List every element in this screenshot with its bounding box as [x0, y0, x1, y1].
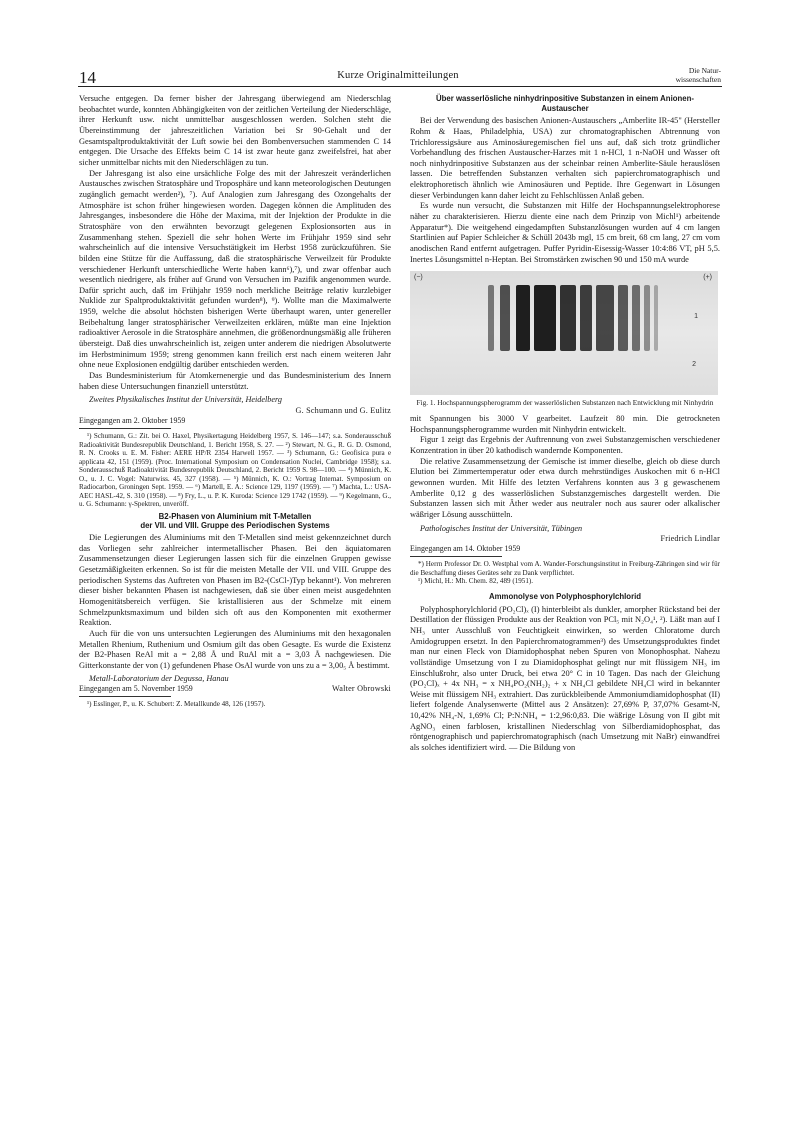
- band: [488, 285, 494, 351]
- figure-label-minus: (−): [414, 274, 423, 282]
- right-paragraph-1: Bei der Verwendung des basischen Anionen-Austauschers „Amberlite IR-45" (Hersteller Rohm & Haas, Philadelphia, USA) zur chromatographischen Abtrennung von Trichloressigsäure aus Aminosäuregemischen fiel uns auf, daß sich trotz gründlicher Vorbehandlung des frischen Austauscher-Harzes mit 1 n-HCl, 1 n-NaOH und Wasser oft noch ninhydrinpositive Substanzen aus der scheinbar reinen Amberlite-Säule herauslösen lassen. Die betreffenden Substanzen verhalten sich papierchromatographisch und elektrophoretisch ähnlich wie Aminosäuren und Peptide. Ihre Gegenwart in Lösungen dieser Verbindungen kann daher leicht zu Fehlschlüssen Anlaß geben.: [410, 116, 720, 200]
- left-paragraph-4: Die Legierungen des Aluminiums mit den T-Metallen sind meist gekennzeichnet durch das Vorliegen sehr zahlreicher intermetallischer Phasen. Bei den äquiatomaren Zusammensetzungen dieser Legierungen lassen sich für die einzelnen Gruppen gewisse Gesetzmäßigkeiten erkennen. So ist für die meisten Metalle der VII. und VIII. Gruppe des periodischen Systems das Auftreten von Phasen im B2-(CsCl-)Typ bekannt¹). Von mehreren dieser bisher bekannten Phasen ist nachgewiesen, daß sie über einen meist ausgedehnten Homogenitätsbereich verfügen. Sie kristallisieren aus der Schmelze mit einem Schmelzpunktsmaximum und bilden sich oft aus den Komponenten mit exothermer Reaktion.: [79, 533, 391, 628]
- band: [500, 285, 510, 351]
- journal-name-line1: Die Natur-: [688, 66, 721, 75]
- left-paragraph-3: Das Bundesministerium für Atomkernenergie und das Bundesministerium des Innern haben diese Untersuchungen finanziell unterstützt.: [79, 371, 391, 391]
- author-lindlar: Friedrich Lindlar: [660, 534, 720, 544]
- band: [534, 285, 556, 351]
- left-column: [79, 94, 391, 709]
- received-date-3: Eingegangen am 14. Oktober 1959: [410, 544, 521, 554]
- title-line-2: Austauscher: [541, 103, 589, 113]
- right-paragraph-5: Die relative Zusammensetzung der Gemische ist immer dieselbe, gleich ob diese durch Elution bei Zimmertemperatur oder etwa durch mehrstündiges Auskochen mit 6 n-HCl gewonnen wurden. Mit Hilfe des letzten Verfahrens konnten aus 3 g gewaschenem Amberlite 0,12 g des wasserlöslichen Substanzgemisches dargestellt werden. Die Substanzen lassen sich mit Äther weder aus neutraler noch aus saurer oder alkalischer wäßriger Lösung ausschütteln.: [410, 456, 720, 520]
- article-title-ninhydrin: [410, 94, 720, 113]
- received-date-2: Eingegangen am 5. November 1959: [79, 683, 193, 693]
- figure-caption: Fig. 1. Hochspannungspherogramm der wasserlöslichen Substanzen nach Entwicklung mit Ninhydrin: [416, 398, 714, 408]
- references-article-2: ¹) Esslinger, P., u. K. Schubert: Z. Metallkunde 48, 126 (1957).: [87, 700, 266, 709]
- institute-heidelberg: Zweites Physikalisches Institut der Universität, Heidelberg: [89, 395, 282, 405]
- left-paragraph-5: Auch für die von uns untersuchten Legierungen des Aluminiums mit den hexagonalen Metallen Rhenium, Ruthenium und Osmium gilt das oben Gesagte. Es wurde die Existenz der B2-Phasen ReAl mit a = 2,88 Å und RuAl mit a = 3,03 Å nachgewiesen. Die Gitterkonstante der von (1) gefundenen Phase OsAl wurde von uns zu a = 3,00₅ Å bestimmt.: [79, 628, 391, 670]
- band: [644, 285, 650, 351]
- received-date-1: Eingegangen am 2. Oktober 1959: [79, 415, 186, 425]
- band: [580, 285, 592, 351]
- band: [560, 285, 576, 351]
- institute-tuebingen: Pathologisches Institut der Universität, Tübingen: [420, 523, 583, 533]
- band: [596, 285, 614, 351]
- figure-label-2: 2: [692, 361, 696, 369]
- right-paragraph-6: Polyphosphorylchlorid (PO₂Cl)ₓ (I) hinterbleibt als dunkler, amorpher Rückstand bei der Destillation der flüssigen Produkte aus der Reaktion von PCl₅ mit N₂O₄¹, ²). Läßt man auf I NH₃ unter Ausschluß von Feuchtigkeit einwirken, so werden Chloratome durch Amidogruppen ersetzt. In den Papierchromatogrammen³) des Umsetzungsproduktes findet man nur einen Fleck von Diamidophosphat neben Spuren von Monophosphat. Nahezu vollständige Umsetzung von I zu Diamidophosphat gelingt nur mit flüssigem NH₃ im Einschlußrohr, also unter Druck, bei etwa 20° C in 10 Tagen. Das nach der Gleichung (PO₂Cl)ₓ + 4x NH₃ = x NH₄PO₂(NH₂)₂ + x NH₄Cl gebildete NH₄Cl wird in bekannter Weise mit flüssigem NH₃ extrahiert. Das zurückbleibende Ammoniumdiamidophosphat (II) liefert folgende Analysenwerte (Mittel aus 2 Ansätzen): 27,69% P, 37,07% Gesamt-N, 10,42% NH₄-N, 1,69% Cl; P:N:NH₄ = 1:2,96:0,83. Die wäßrige Lösung von II gibt mit AgNO₃ einen farblosen, kristallinen Niederschlag von Silberdiamidophosphat, das röntgenographisch und papierchromatographisch (nach Umsetzung mit NaBr) einwandfrei als solches identifiziert wird. — Die Bildung von: [410, 604, 720, 753]
- title-line-1: Über wasserlösliche ninhydrinpositive Substanzen in einem Anionen-: [436, 94, 694, 103]
- footnote-acknowledgement: *) Herrn Professor Dr. O. Westphal vom A. Wander-Forschungsinstitut in Freiburg-Zähringen sind wir für die Beschaffung dieses Gerätes sehr zu Dank verpflichtet.: [410, 560, 720, 577]
- band: [516, 285, 530, 351]
- title-line-2: der VII. und VIII. Gruppe des Periodischen Systems: [140, 521, 330, 531]
- footnote-rule: [79, 428, 171, 429]
- article-title-ammonolyse: Ammonolyse von Polyphosphorylchlorid: [488, 591, 642, 601]
- right-column: [410, 94, 720, 754]
- author-obrowski: Walter Obrowski: [332, 683, 391, 693]
- authors-schumann-eulitz: G. Schumann und G. Eulitz: [295, 405, 391, 415]
- right-paragraph-4: Figur 1 zeigt das Ergebnis der Auftrennung von zwei Substanzgemischen verschiedener Konzentration in über 20 kathodisch wandernde Komponenten.: [410, 435, 720, 456]
- title-line-1: B2-Phasen von Aluminium mit T-Metallen: [158, 511, 312, 521]
- article-title-b2-phasen: [79, 512, 391, 531]
- figure-label-plus: (+): [703, 274, 712, 282]
- right-paragraph-2: Es wurde nun versucht, die Substanzen mit Hilfe der Hochspannungselektrophorese näher zu charakterisieren. Hierzu diente eine nach dem Prinzip von Michl¹) arbeitende Apparatur*). Die weitgehend eingedampften Substanzlösungen wurden auf 4 cm langen Startlinien auf Papier Schleicher & Schüll 2043b mgl, 15 cm breit, 68 cm lang, 27 cm vom anodischen Rand entfernt aufgetragen. Puffer Pyridin-Eisessig-Wasser 10:4:86 VT, pH 5,5. Inertes Lösungsmittel n-Heptan. Bei Stromstärken zwischen 90 und 150 mA wurde: [410, 201, 720, 264]
- footnote-rule-3: [410, 556, 502, 557]
- journal-name-line2: wissenschaften: [675, 75, 721, 84]
- institute-degussa: Metall-Laboratorium der Degussa, Hanau: [89, 673, 229, 683]
- left-paragraph-2: Der Jahresgang ist also eine ursächliche Folge des mit der Jahreszeit veränderlichen Austausches zwischen Stratosphäre und Troposphäre und kann meteorologischen Deutungen zugänglich gemacht werden²), ⁷). Auf Analogien zum Jahresgang des Ozongehalts der Atmosphäre ist schon früher hingewiesen worden. Dagegen können die Amplituden des Jahresganges, insbesondere die Höhe der Maxima, mit der Injektion der Produkte in die Stratosphäre von den erwähnten bevorzugt gelegenen Explosionsorten aus in Zusammenhang stehen. Speziell die sehr hohen Werte im Frühjahr 1959 sind sehr wahrscheinlich auf die intensive Versuchstätigkeit im Herbst 1958 zurückzuführen. Sie bilden eine Stütze für die Auffassung, daß die stratosphärische Verweilzeit für Produkte verschiedener Herkunft unterschiedliche Werte haben kann⁶),⁷), und zwar offenbar auch wesentlich niedrigere, als früher auf Grund von Versuchen im Pazifik angenommen wurde. Dafür spricht auch, daß im Frühjahr 1959 noch merkliche Beiträge relativ kurzlebiger Nuklide zur Spaltproduktaktivität gefunden wurden⁸), ⁹). Wollte man die Maximalwerte 1959, welche die absolut höchsten bisherigen Werte überhaupt waren, unter genereller Beibehaltung langer stratosphärischer Verweilzeiten erklären, müßte man eine Injektion radioaktiver Aerosole in die Stratosphäre annehmen, die größenordnungsmäßig alle früheren übersteigt. Daß dies unwahrscheinlich ist, zeigen unter anderem die niedrigen Absolutwerte im Herbstminimum 1959; streng genommen kann freilich erst nach einem weiteren Jahr ohne neue Explosionen endgültig darüber entschieden werden.: [79, 168, 391, 370]
- journal-name: [676, 66, 721, 84]
- band: [654, 285, 658, 351]
- references-article-1: ¹) Schumann, G.: Zit. bei O. Haxel, Physikertagung Heidelberg 1957, S. 146—147; s.a. Sonderausschuß Radioaktivität Bundesrepublik Deutschland, 1. Bericht 1958, S. 27. — ²) Stewart, N. G., R. G. D. Osmond, R. N. Crooks u. E. M. Fisher: AERE HP/R 2354 Harwell 1957. — ³) Schumann, G.: Geofisica pura e applicata 42, 151 (1959). (Proc. International Symposium on Condensation Nuclei, Cambridge 1958); s.a. Sonderausschuß Radioaktivität Bundesrepublik Deutschland, 2. Bericht 1959 S. 98—100. — ⁴) Münnich, K. O., u. J. C. Vogel: Naturwiss. 45, 327 (1958). — ⁵) Münnich, K. O.: Vortrag Internat. Symposium on Radiocarbon, Groningen Sept. 1959. — ⁶) Martell, E. A.: Science 129, 1197 (1959). — ⁷) Machta, L.: USA-AEC HASL-42, S. 310 (1958). — ⁸) Fry, L., u. P. K. Kuroda: Science 129 1742 (1959). — ⁹) Kegelmann, G., u. G. Schumann: γ-Spektren, unveröff.: [79, 431, 391, 509]
- electropherogram-figure: [410, 271, 718, 395]
- header-rule: [78, 86, 722, 87]
- footnote-rule-2: [79, 696, 171, 697]
- reference-michl: ¹) Michl, H.: Mh. Chem. 82, 489 (1951).: [418, 577, 534, 586]
- left-paragraph-1: Versuche entgegen. Da ferner bisher der Jahresgang überwiegend am Niederschlag beobachtet wurde, konnten Abhängigkeiten von der zeitlichen Verteilung der Niederschläge, ihrer Herkunft usw. nicht unmittelbar ausgeschlossen werden. Solchen steht die Übereinstimmung der jahreszeitlichen Variation bei Sr 90-Gehalt und der Gesamtspaltproduktaktivität der Luft sowie bei den Bombenversuchen stammenden C 14 entgegen. Die Ursache des Effekts beim C 14 ist zwar heute ganz zweifelsfrei, hat aber sicher unmittelbar nichts mit den Niederschlägen zu tun.: [79, 94, 391, 167]
- right-paragraph-3: mit Spannungen bis 3000 V gearbeitet. Laufzeit 80 min. Die getrockneten Hochspannungspherogramme wurden mit Ninhydrin entwickelt.: [410, 414, 720, 434]
- band: [632, 285, 640, 351]
- running-title: Kurze Originalmitteilungen: [337, 70, 459, 81]
- figure-label-1: 1: [694, 313, 698, 321]
- received-author-row: [79, 684, 391, 694]
- page-number: 14: [79, 68, 96, 87]
- band: [618, 285, 628, 351]
